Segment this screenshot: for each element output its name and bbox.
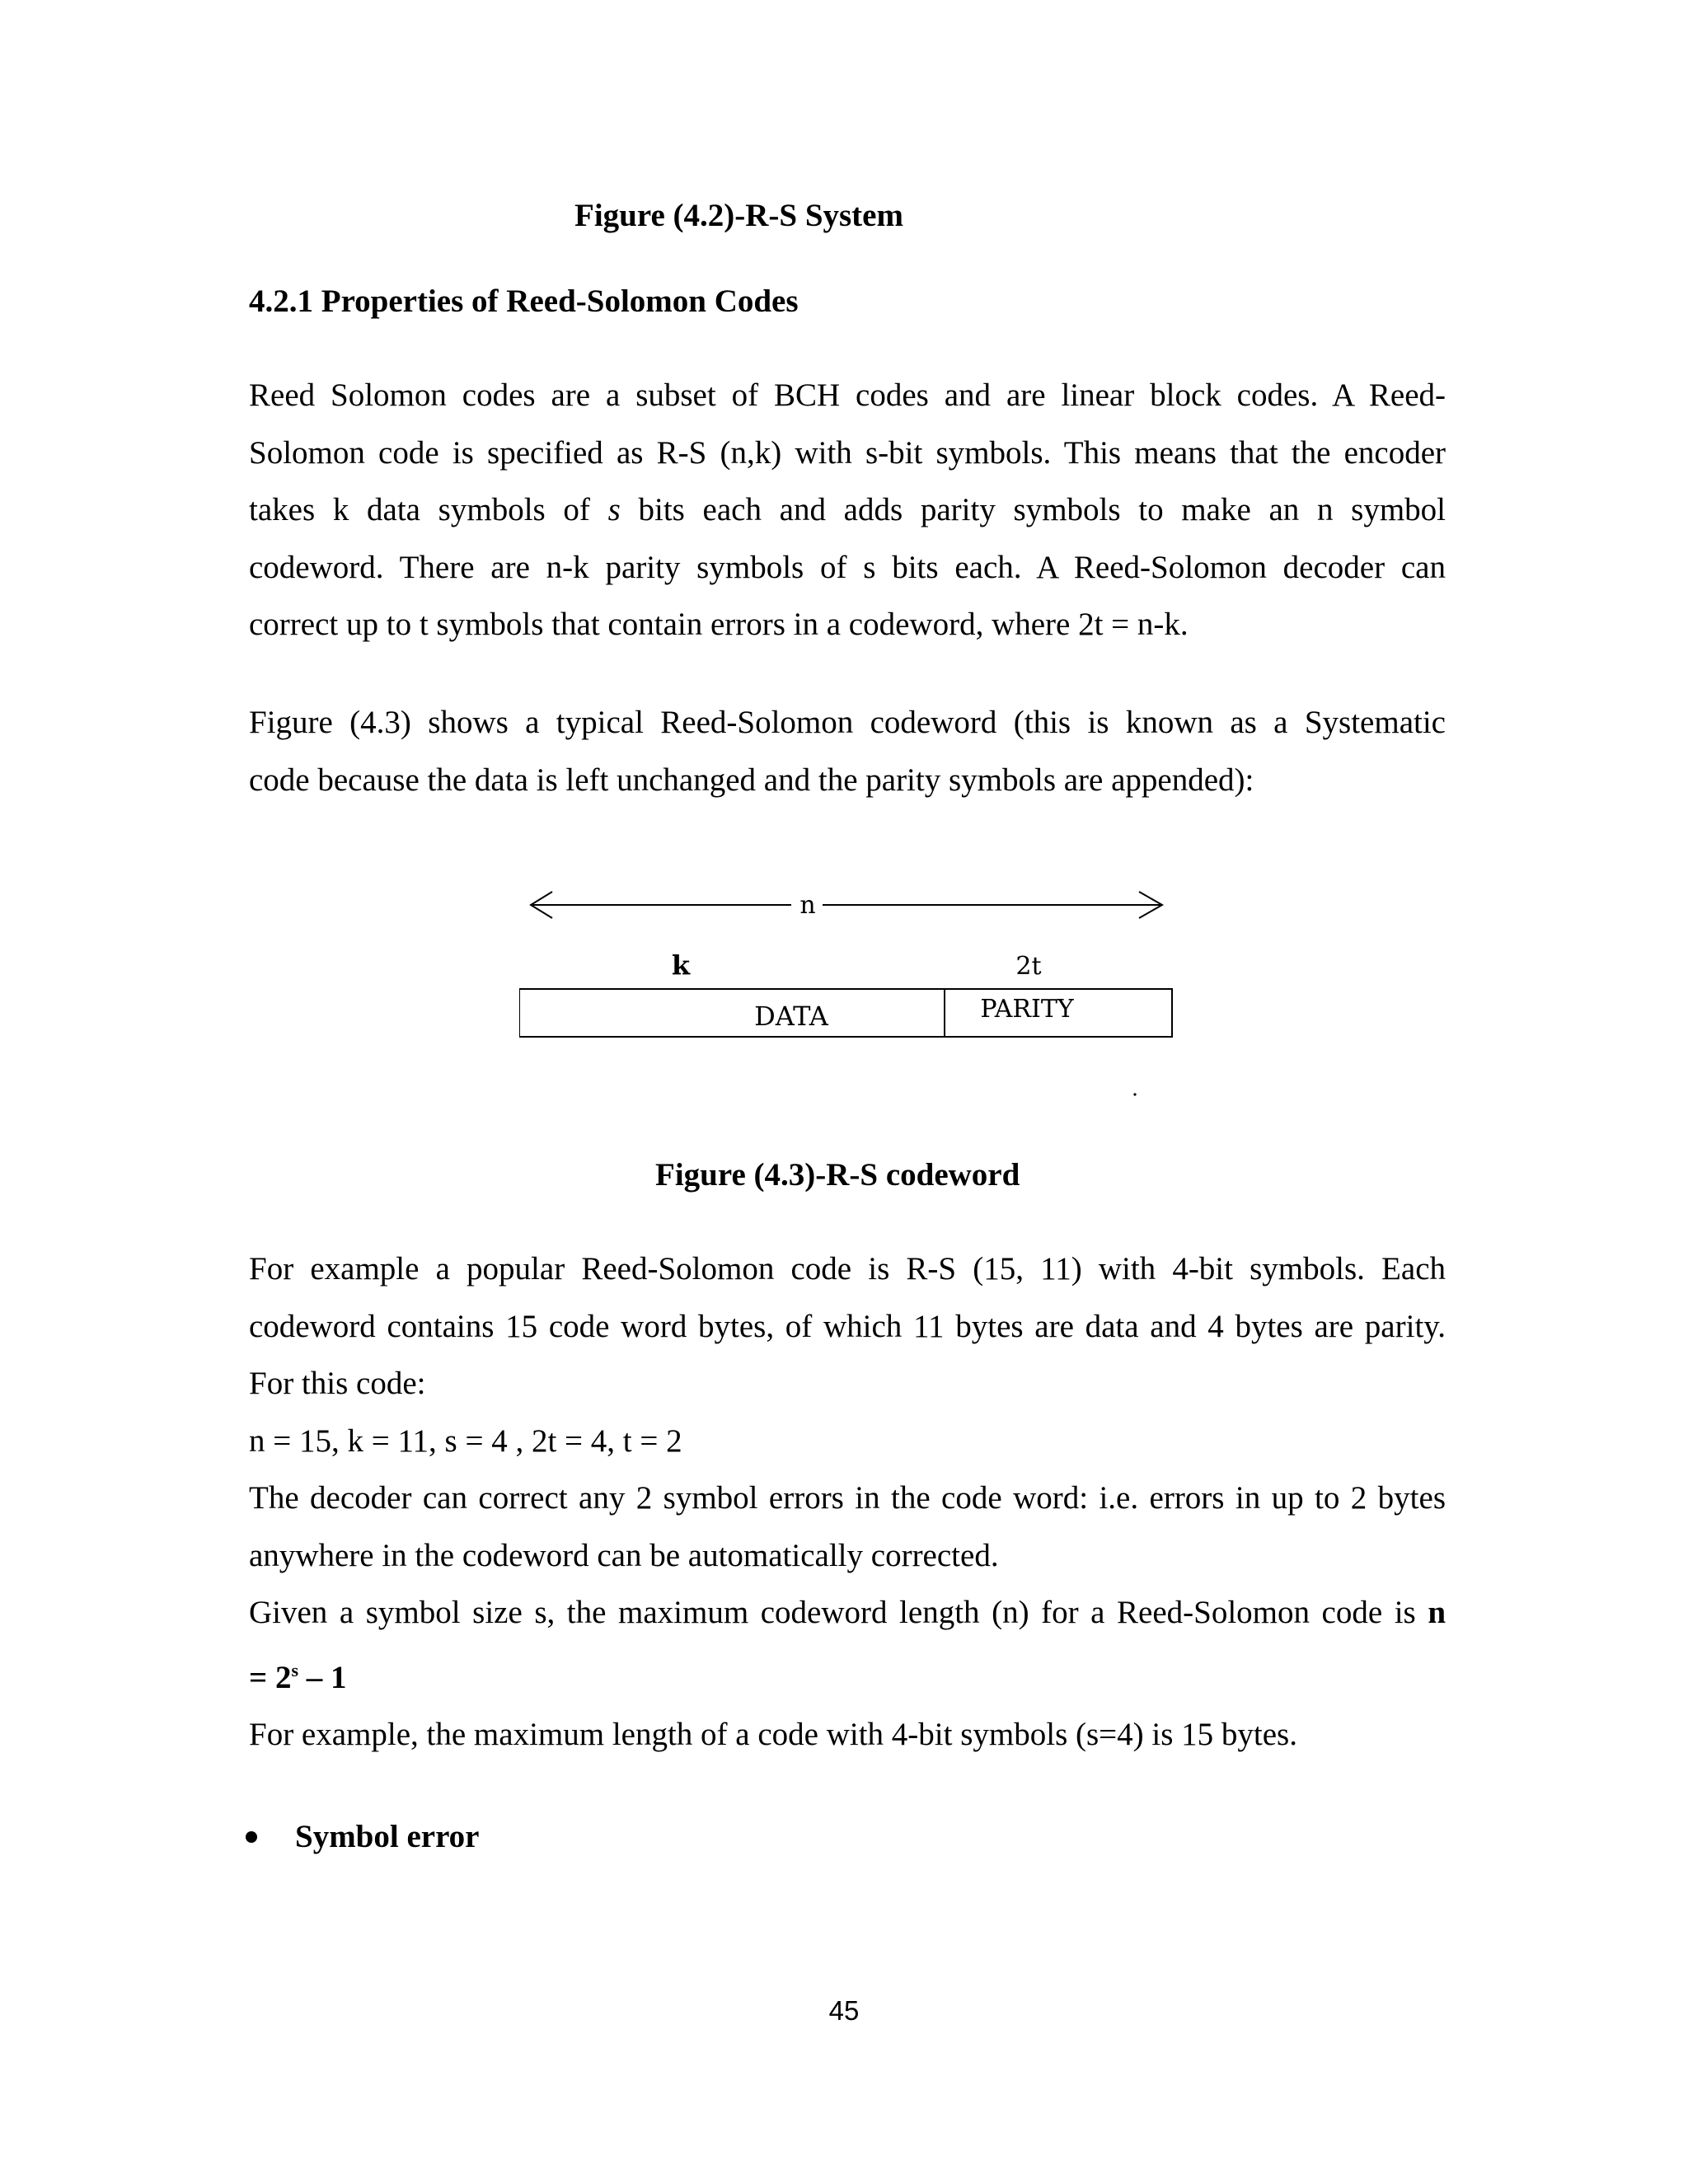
paragraph-line bbox=[249, 481, 1446, 539]
parameters-line: n = 15, k = 11, s = 4 , 2t = 4, t = 2 bbox=[249, 1422, 682, 1459]
paragraph-line: code because the data is left unchanged and the parity symbols are appended): bbox=[249, 762, 1254, 798]
section-heading: 4.2.1 Properties of Reed-Solomon Codes bbox=[249, 284, 799, 319]
codeword-box bbox=[519, 989, 1172, 1037]
paragraph-line: For this code: bbox=[249, 1366, 426, 1401]
figure-4-3-caption: Figure (4.3)-R-S codeword bbox=[655, 1157, 1020, 1193]
n-label: n bbox=[799, 891, 816, 920]
paragraph-example bbox=[249, 1240, 1446, 1764]
paragraph-line: For example a popular Reed-Solomon code is R-S (15, 11) with 4-bit symbols. Each bbox=[249, 1251, 1446, 1286]
paragraph-figure-intro bbox=[249, 694, 1446, 808]
paragraph-line: codeword contains 15 code word bytes, of which 11 bytes are data and 4 bytes are parity. bbox=[249, 1308, 1446, 1344]
paragraph-line: anywhere in the codeword can be automatically corrected. bbox=[249, 1537, 999, 1573]
paragraph-line: codeword. There are n-k parity symbols of s bits each. A Reed-Solomon decoder can bbox=[249, 549, 1446, 585]
parity-label: PARITY bbox=[980, 995, 1074, 1024]
2t-label: 2t bbox=[1015, 952, 1042, 981]
formula-rest: – 1 bbox=[298, 1659, 347, 1695]
figure-4-2-caption: Figure (4.2)-R-S System bbox=[574, 198, 903, 233]
paragraph-line: Reed Solomon codes are a subset of BCH codes and are linear block codes. A Reed- bbox=[249, 377, 1446, 413]
stray-dot bbox=[1133, 1093, 1136, 1095]
paragraph-line: For example, the maximum length of a code with 4-bit symbols (s=4) is 15 bytes. bbox=[249, 1717, 1297, 1752]
paragraph-line-part: bits each and adds parity symbols to make an n symbol bbox=[638, 492, 1447, 527]
data-label: DATA bbox=[754, 1001, 828, 1032]
paragraph-line-part: takes k data symbols of bbox=[249, 492, 590, 527]
paragraph-line: Figure (4.3) shows a typical Reed-Solomon codeword (this is known as a Systematic bbox=[249, 705, 1446, 740]
page-number: 45 bbox=[828, 1995, 860, 2026]
paragraph-line: The decoder can correct any 2 symbol errors in the code word: i.e. errors in up to 2 bytes bbox=[249, 1480, 1446, 1516]
paragraph-properties bbox=[249, 367, 1446, 654]
bullet-icon bbox=[246, 1831, 257, 1843]
paragraph-line: correct up to t symbols that contain errors in a codeword, where 2t = n-k. bbox=[249, 607, 1189, 642]
paragraph-line-part: Given a symbol size s, the maximum codeword length (n) for a Reed-Solomon code is bbox=[249, 1595, 1416, 1630]
formula-eq: = 2 bbox=[249, 1659, 292, 1695]
k-label: k bbox=[671, 949, 691, 981]
bullet-text: Symbol error bbox=[295, 1819, 480, 1854]
rs-codeword-diagram bbox=[519, 874, 1179, 1113]
paragraph-line bbox=[249, 1584, 1446, 1642]
paragraph-line: Solomon code is specified as R-S (n,k) with s-bit symbols. This means that the encoder bbox=[249, 434, 1446, 471]
formula-n: n bbox=[1428, 1595, 1447, 1630]
formula-line bbox=[249, 1642, 1446, 1707]
bullet-item-symbol-error bbox=[244, 1817, 480, 1857]
formula-exponent: s bbox=[291, 1659, 299, 1680]
italic-s: s bbox=[607, 492, 621, 527]
